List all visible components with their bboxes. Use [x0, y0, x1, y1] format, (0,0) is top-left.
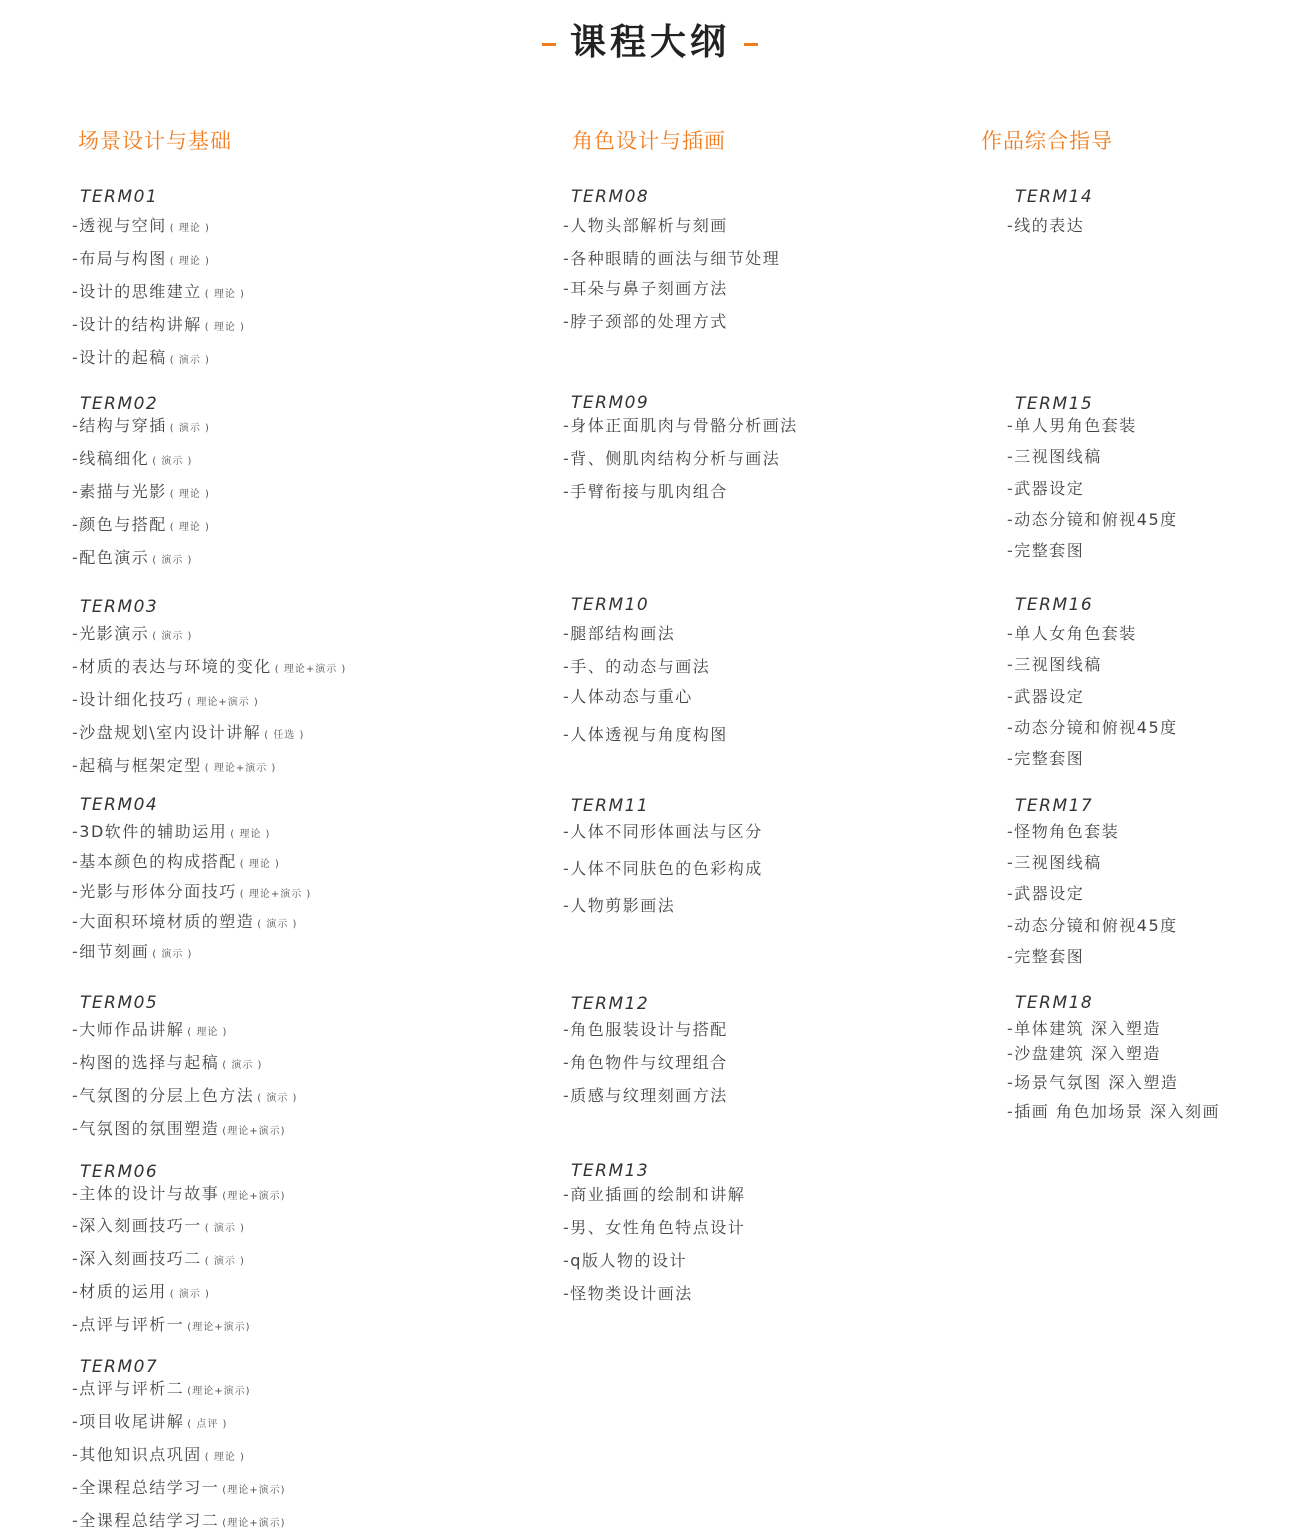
lesson-item: [72, 687, 259, 710]
bullet-dash: -: [563, 657, 571, 676]
bullet-dash: -: [72, 1315, 80, 1334]
lesson-type-note: ( 理论+演示 ): [204, 763, 277, 774]
lesson-type-note: (理论+演示): [222, 1518, 286, 1529]
lesson-text: 布局与构图: [79, 249, 167, 268]
lesson-type-note: ( 理论 ): [169, 522, 210, 533]
lesson-text: 素描与光影: [79, 482, 167, 501]
bullet-dash: -: [72, 482, 80, 501]
bullet-dash: -: [563, 687, 571, 706]
lesson-type-note: ( 理论 ): [204, 289, 245, 300]
lesson-text: 配色演示: [79, 548, 150, 567]
lesson-text: 质感与纹理刻画方法: [570, 1086, 728, 1105]
lesson-type-note: ( 理论+演示 ): [187, 697, 259, 708]
lesson-text: 手臂衔接与肌肉组合: [570, 482, 728, 501]
term-heading-character: TERM09: [571, 393, 650, 413]
bullet-dash: -: [1007, 655, 1015, 674]
lesson-text: 气氛图的氛围塑造: [79, 1119, 220, 1138]
lesson-type-note: ( 理论 ): [169, 489, 210, 500]
bullet-dash: -: [563, 482, 571, 501]
lesson-text: 人物头部解析与刻画: [570, 216, 728, 235]
lesson-type-note: ( 理论+演示 ): [239, 889, 312, 900]
bullet-dash: -: [1007, 447, 1015, 466]
bullet-dash: -: [1007, 853, 1015, 872]
bullet-dash: -: [1007, 624, 1015, 643]
bullet-dash: -: [72, 249, 80, 268]
lesson-item: [1007, 913, 1181, 936]
bullet-dash: -: [72, 1412, 80, 1431]
lesson-item: [72, 654, 346, 677]
bullet-dash: -: [1007, 416, 1015, 435]
lesson-item: [1007, 944, 1087, 967]
lesson-text: 起稿与框架定型: [79, 756, 202, 775]
bullet-dash: -: [1007, 1102, 1015, 1121]
lesson-item: [72, 479, 210, 502]
lesson-text: 点评与评析二: [79, 1379, 185, 1398]
lesson-item: [72, 1279, 210, 1302]
term-heading-scene: TERM03: [80, 597, 159, 617]
lesson-text: 脖子颈部的处理方式: [570, 312, 728, 331]
lesson-item: [563, 446, 783, 469]
lesson-text: 3D软件的辅助运用: [79, 822, 228, 841]
lesson-item: [1007, 538, 1087, 561]
bullet-dash: -: [72, 416, 80, 435]
term-heading-scene: TERM05: [80, 993, 159, 1013]
lesson-item: [1007, 715, 1181, 738]
term-heading-scene: TERM01: [80, 187, 159, 207]
lesson-text: 基本颜色的构成搭配: [79, 852, 237, 871]
lesson-item: [72, 1116, 285, 1139]
lesson-item: [1007, 1070, 1181, 1093]
page-title: [0, 14, 1300, 65]
lesson-item: [72, 545, 192, 568]
term-heading-character: TERM12: [571, 994, 650, 1014]
lesson-text: 三视图线稿: [1014, 655, 1102, 674]
lesson-text: 透视与空间: [79, 216, 167, 235]
lesson-text: 材质的运用: [79, 1282, 167, 1301]
bullet-dash: -: [563, 725, 571, 744]
bullet-dash: -: [563, 1284, 571, 1303]
lesson-text: 商业插画的绘制和讲解: [570, 1185, 746, 1204]
lesson-item: [563, 684, 696, 707]
bullet-dash: -: [72, 1511, 80, 1530]
column-title-portfolio: 作品综合指导: [981, 129, 1113, 153]
lesson-text: 耳朵与鼻子刻画方法: [570, 279, 728, 298]
lesson-type-note: ( 演示 ): [152, 456, 193, 467]
lesson-text: 动态分镜和俯视45度: [1014, 510, 1178, 529]
bullet-dash: -: [1007, 749, 1015, 768]
bullet-dash: -: [1007, 687, 1015, 706]
lesson-item: [72, 1181, 285, 1204]
lesson-text: 插画 角色加场景 深入刻画: [1014, 1102, 1220, 1121]
column-title-scene: 场景设计与基础: [78, 129, 232, 153]
lesson-text: 单人女角色套装: [1014, 624, 1137, 643]
lesson-text: 沙盘规划\室内设计讲解: [79, 723, 262, 742]
lesson-item: [1007, 746, 1087, 769]
lesson-type-note: (理论+演示): [222, 1191, 286, 1202]
lesson-type-note: ( 演示 ): [152, 555, 193, 566]
bullet-dash: -: [72, 690, 80, 709]
lesson-type-note: ( 演示 ): [169, 423, 210, 434]
lesson-text: 线稿细化: [79, 449, 150, 468]
bullet-dash: -: [563, 416, 571, 435]
bullet-dash: -: [563, 249, 571, 268]
bullet-dash: -: [72, 624, 80, 643]
lesson-type-note: ( 理论 ): [187, 1027, 228, 1038]
lesson-item: [1007, 621, 1140, 644]
lesson-text: 男、女性角色特点设计: [570, 1218, 746, 1237]
lesson-item: [563, 213, 731, 236]
lesson-type-note: ( 理论 ): [204, 1452, 245, 1463]
lesson-text: 沙盘建筑 深入塑造: [1014, 1044, 1161, 1063]
lesson-item: [1007, 213, 1087, 236]
lesson-item: [72, 909, 297, 932]
lesson-text: 光影演示: [79, 624, 150, 643]
lesson-text: 主体的设计与故事: [79, 1184, 220, 1203]
lesson-type-note: ( 演示 ): [152, 631, 193, 642]
lesson-text: 其他知识点巩固: [79, 1445, 202, 1464]
term-heading-portfolio: TERM16: [1015, 595, 1094, 615]
lesson-item: [72, 849, 280, 872]
bullet-dash: -: [1007, 541, 1015, 560]
lesson-item: [1007, 684, 1087, 707]
bullet-dash: -: [1007, 822, 1015, 841]
bullet-dash: -: [72, 852, 80, 871]
lesson-text: 深入刻画技巧二: [79, 1249, 202, 1268]
bullet-dash: -: [72, 348, 80, 367]
bullet-dash: -: [563, 859, 571, 878]
lesson-item: [72, 279, 245, 302]
lesson-text: 构图的选择与起稿: [79, 1053, 220, 1072]
bullet-dash: -: [72, 756, 80, 775]
lesson-item: [563, 1017, 731, 1040]
lesson-item: [1007, 881, 1087, 904]
lesson-item: [1007, 819, 1122, 842]
bullet-dash: -: [563, 1053, 571, 1072]
lesson-type-note: ( 理论 ): [169, 223, 210, 234]
lesson-text: 人体不同形体画法与区分: [570, 822, 763, 841]
lesson-item: [1007, 476, 1087, 499]
lesson-type-note: (理论+演示): [222, 1485, 286, 1496]
bullet-dash: -: [72, 282, 80, 301]
bullet-dash: -: [72, 1119, 80, 1138]
title-dash-right: [744, 43, 758, 46]
bullet-dash: -: [72, 942, 80, 961]
column-title-character: 角色设计与插画: [572, 129, 726, 153]
lesson-text: 三视图线稿: [1014, 853, 1102, 872]
bullet-dash: -: [72, 1282, 80, 1301]
lesson-text: 完整套图: [1014, 749, 1085, 768]
bullet-dash: -: [1007, 718, 1015, 737]
lesson-text: 各种眼睛的画法与细节处理: [570, 249, 781, 268]
lesson-item: [563, 1050, 731, 1073]
lesson-item: [1007, 1016, 1164, 1039]
bullet-dash: -: [563, 1185, 571, 1204]
lesson-item: [1007, 444, 1105, 467]
lesson-item: [563, 1083, 731, 1106]
bullet-dash: -: [563, 312, 571, 331]
bullet-dash: -: [72, 1216, 80, 1235]
bullet-dash: -: [72, 822, 80, 841]
term-heading-portfolio: TERM17: [1015, 796, 1094, 816]
lesson-text: 完整套图: [1014, 947, 1085, 966]
lesson-item: [72, 1213, 245, 1236]
lesson-text: 设计的思维建立: [79, 282, 202, 301]
lesson-text: 人体动态与重心: [570, 687, 693, 706]
bullet-dash: -: [563, 1218, 571, 1237]
bullet-dash: -: [1007, 510, 1015, 529]
lesson-text: 光影与形体分面技巧: [79, 882, 237, 901]
lesson-type-note: ( 演示 ): [257, 1093, 298, 1104]
term-heading-character: TERM08: [571, 187, 650, 207]
bullet-dash: -: [563, 624, 571, 643]
lesson-type-note: ( 理论 ): [239, 859, 280, 870]
bullet-dash: -: [72, 1053, 80, 1072]
lesson-text: 项目收尾讲解: [79, 1412, 185, 1431]
lesson-text: 设计的起稿: [79, 348, 167, 367]
bullet-dash: -: [72, 216, 80, 235]
bullet-dash: -: [72, 315, 80, 334]
lesson-text: 场景气氛图 深入塑造: [1014, 1073, 1179, 1092]
bullet-dash: -: [72, 882, 80, 901]
lesson-item: [72, 621, 192, 644]
lesson-item: [72, 1312, 250, 1335]
bullet-dash: -: [1007, 479, 1015, 498]
lesson-item: [563, 413, 801, 436]
lesson-item: [72, 213, 210, 236]
lesson-text: 武器设定: [1014, 687, 1085, 706]
page-title-text: 课程大纲: [569, 22, 730, 63]
lesson-item: [563, 1281, 696, 1304]
term-heading-portfolio: TERM14: [1015, 187, 1094, 207]
lesson-text: 设计的结构讲解: [79, 315, 202, 334]
lesson-type-note: ( 理论 ): [204, 322, 245, 333]
bullet-dash: -: [72, 1445, 80, 1464]
lesson-item: [563, 1182, 748, 1205]
lesson-text: 大师作品讲解: [79, 1020, 185, 1039]
lesson-item: [72, 1083, 297, 1106]
bullet-dash: -: [72, 1249, 80, 1268]
lesson-text: 人体不同肤色的色彩构成: [570, 859, 763, 878]
term-heading-character: TERM11: [571, 796, 650, 816]
lesson-text: 腿部结构画法: [570, 624, 676, 643]
lesson-text: 角色物件与纹理组合: [570, 1053, 728, 1072]
lesson-item: [563, 276, 731, 299]
bullet-dash: -: [72, 449, 80, 468]
lesson-item: [563, 479, 731, 502]
lesson-text: 武器设定: [1014, 884, 1085, 903]
lesson-item: [563, 819, 766, 842]
lesson-type-note: ( 演示 ): [169, 355, 210, 366]
lesson-item: [1007, 652, 1105, 675]
bullet-dash: -: [72, 912, 80, 931]
term-heading-portfolio: TERM15: [1015, 394, 1094, 414]
lesson-item: [72, 413, 210, 436]
lesson-item: [72, 512, 210, 535]
lesson-type-note: ( 演示 ): [152, 949, 193, 960]
lesson-type-note: ( 理论+演示 ): [274, 664, 347, 675]
lesson-text: 手、的动态与画法: [570, 657, 711, 676]
lesson-text: 怪物角色套装: [1014, 822, 1120, 841]
term-heading-character: TERM10: [571, 595, 650, 615]
lesson-text: 大面积环境材质的塑造: [79, 912, 255, 931]
lesson-item: [563, 893, 678, 916]
lesson-text: q版人物的设计: [570, 1251, 687, 1270]
lesson-item: [72, 1050, 262, 1073]
lesson-item: [1007, 1041, 1164, 1064]
bullet-dash: -: [563, 1251, 571, 1270]
bullet-dash: -: [72, 548, 80, 567]
lesson-text: 完整套图: [1014, 541, 1085, 560]
lesson-type-note: ( 点评 ): [187, 1419, 228, 1430]
lesson-type-note: (理论+演示): [222, 1126, 286, 1137]
lesson-text: 三视图线稿: [1014, 447, 1102, 466]
lesson-item: [1007, 413, 1140, 436]
bullet-dash: -: [563, 1020, 571, 1039]
lesson-text: 线的表达: [1014, 216, 1085, 235]
lesson-item: [72, 1508, 285, 1531]
lesson-item: [72, 753, 276, 776]
lesson-text: 人体透视与角度构图: [570, 725, 728, 744]
lesson-type-note: ( 演示 ): [222, 1060, 263, 1071]
lesson-text: 背、侧肌肉结构分析与画法: [570, 449, 781, 468]
bullet-dash: -: [1007, 1073, 1015, 1092]
term-heading-portfolio: TERM18: [1015, 993, 1094, 1013]
lesson-text: 人物剪影画法: [570, 896, 676, 915]
bullet-dash: -: [72, 1086, 80, 1105]
lesson-text: 颜色与搭配: [79, 515, 167, 534]
lesson-item: [563, 246, 783, 269]
lesson-item: [563, 722, 731, 745]
lesson-text: 身体正面肌肉与骨骼分析画法: [570, 416, 798, 435]
lesson-type-note: ( 演示 ): [257, 919, 298, 930]
lesson-item: [563, 654, 713, 677]
lesson-item: [72, 345, 210, 368]
lesson-text: 单体建筑 深入塑造: [1014, 1019, 1161, 1038]
bullet-dash: -: [1007, 884, 1015, 903]
title-dash-left: [542, 43, 556, 46]
lesson-text: 材质的表达与环境的变化: [79, 657, 272, 676]
term-heading-scene: TERM02: [80, 394, 159, 414]
bullet-dash: -: [72, 1478, 80, 1497]
lesson-item: [72, 1246, 245, 1269]
lesson-item: [72, 819, 270, 842]
lesson-type-note: (理论+演示): [187, 1322, 251, 1333]
lesson-item: [72, 720, 304, 743]
bullet-dash: -: [1007, 1044, 1015, 1063]
lesson-item: [72, 1442, 245, 1465]
lesson-item: [563, 309, 731, 332]
lesson-type-note: ( 演示 ): [204, 1223, 245, 1234]
lesson-type-note: ( 演示 ): [169, 1289, 210, 1300]
lesson-item: [563, 1248, 690, 1271]
lesson-item: [72, 1017, 227, 1040]
bullet-dash: -: [72, 1379, 80, 1398]
lesson-text: 气氛图的分层上色方法: [79, 1086, 255, 1105]
lesson-item: [563, 1215, 748, 1238]
lesson-text: 动态分镜和俯视45度: [1014, 916, 1178, 935]
bullet-dash: -: [72, 515, 80, 534]
bullet-dash: -: [563, 1086, 571, 1105]
bullet-dash: -: [563, 216, 571, 235]
bullet-dash: -: [563, 896, 571, 915]
lesson-item: [563, 621, 678, 644]
term-heading-scene: TERM04: [80, 795, 159, 815]
bullet-dash: -: [563, 449, 571, 468]
bullet-dash: -: [1007, 916, 1015, 935]
term-heading-scene: TERM06: [80, 1162, 159, 1182]
lesson-item: [1007, 850, 1105, 873]
term-heading-scene: TERM07: [80, 1357, 159, 1377]
lesson-item: [563, 856, 766, 879]
bullet-dash: -: [1007, 947, 1015, 966]
lesson-text: 角色服装设计与搭配: [570, 1020, 728, 1039]
bullet-dash: -: [563, 279, 571, 298]
lesson-type-note: ( 演示 ): [204, 1256, 245, 1267]
lesson-type-note: ( 任选 ): [264, 730, 305, 741]
term-heading-character: TERM13: [571, 1161, 650, 1181]
lesson-text: 武器设定: [1014, 479, 1085, 498]
lesson-text: 动态分镜和俯视45度: [1014, 718, 1178, 737]
bullet-dash: -: [72, 657, 80, 676]
lesson-type-note: ( 理论 ): [230, 829, 271, 840]
bullet-dash: -: [563, 822, 571, 841]
bullet-dash: -: [1007, 216, 1015, 235]
lesson-text: 深入刻画技巧一: [79, 1216, 202, 1235]
lesson-text: 全课程总结学习一: [79, 1478, 220, 1497]
lesson-type-note: ( 理论 ): [169, 256, 210, 267]
lesson-text: 全课程总结学习二: [79, 1511, 220, 1530]
lesson-text: 结构与穿插: [79, 416, 167, 435]
lesson-item: [72, 446, 192, 469]
lesson-item: [1007, 507, 1181, 530]
lesson-item: [1007, 1099, 1223, 1122]
bullet-dash: -: [1007, 1019, 1015, 1038]
lesson-item: [72, 246, 210, 269]
bullet-dash: -: [72, 1020, 80, 1039]
bullet-dash: -: [72, 1184, 80, 1203]
lesson-text: 怪物类设计画法: [570, 1284, 693, 1303]
lesson-item: [72, 1475, 285, 1498]
lesson-text: 设计细化技巧: [79, 690, 185, 709]
bullet-dash: -: [72, 723, 80, 742]
lesson-item: [72, 1376, 250, 1399]
lesson-type-note: (理论+演示): [187, 1386, 251, 1397]
lesson-item: [72, 879, 311, 902]
lesson-text: 细节刻画: [79, 942, 150, 961]
lesson-text: 点评与评析一: [79, 1315, 185, 1334]
lesson-item: [72, 939, 192, 962]
lesson-item: [72, 312, 245, 335]
lesson-item: [72, 1409, 227, 1432]
lesson-text: 单人男角色套装: [1014, 416, 1137, 435]
